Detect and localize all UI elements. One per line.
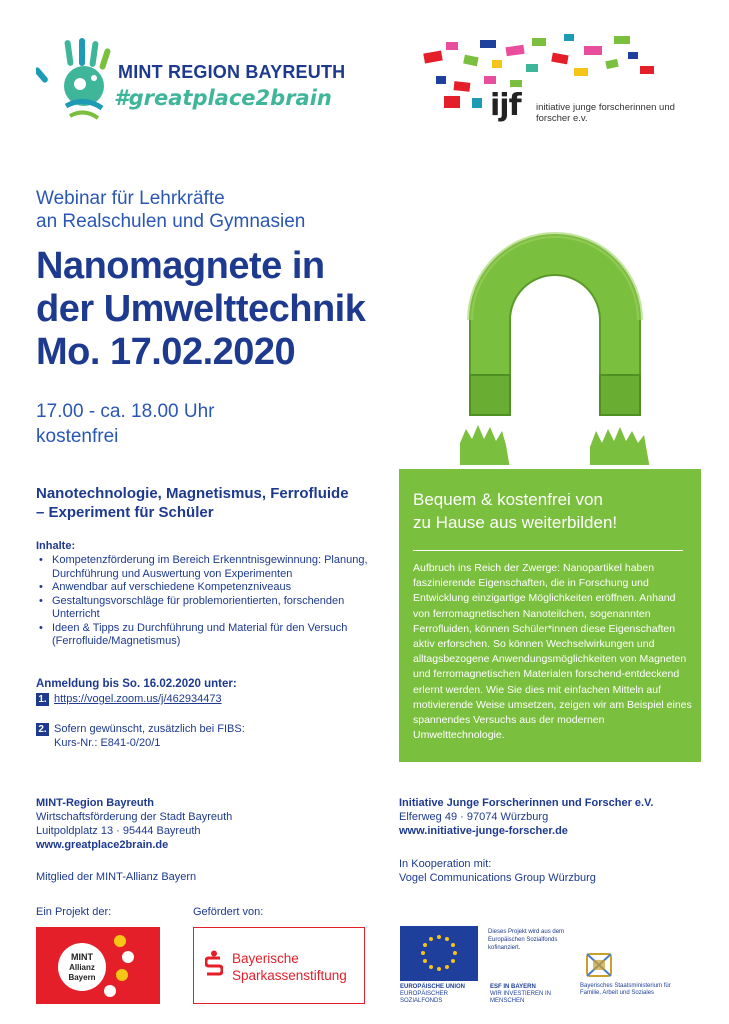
fibs-line: Sofern gewünscht, zusätzlich bei FIBS:	[54, 723, 245, 735]
mint-allianz-logo	[36, 927, 160, 1004]
subtitle-line-1: Nanotechnologie, Magnetismus, Ferrofluide	[36, 485, 349, 502]
projekt-label: Ein Projekt der:	[36, 906, 112, 918]
cost-label: kostenfrei	[36, 426, 119, 447]
ijf-wordmark: ijf	[490, 88, 521, 123]
ijf-subtitle: initiative junge forscherinnen und forscher e.v.	[536, 102, 675, 124]
event-time	[36, 399, 336, 449]
topic-subtitle	[36, 484, 386, 522]
ministry-line-1: Bayerisches Staatsministerium für	[580, 983, 671, 989]
eu-stars-icon	[400, 926, 478, 981]
esf-label-line-1: ESF IN BAYERN	[490, 984, 536, 990]
sparkassenstiftung-name	[232, 950, 347, 984]
webinar-line-2: an Realschulen und Gymnasien	[36, 211, 306, 232]
title-line-1: Nanomagnete in	[36, 245, 325, 287]
cooperation-label: In Kooperation mit:	[399, 858, 492, 870]
mint-tagline: #greatplace2brain	[114, 86, 332, 110]
mint-allianz-badge-icon	[36, 927, 160, 1004]
zoom-registration-link[interactable]: https://vogel.zoom.us/j/462934473	[54, 693, 222, 705]
step-number-badge: 2.	[36, 723, 49, 736]
ministry-line-2: Familie, Arbeit und Soziales	[580, 990, 655, 996]
ijf-address	[399, 796, 719, 838]
sparkasse-line-2: Sparkassenstiftung	[232, 968, 347, 983]
org-name: Initiative Junge Forscherinnen und Forscher e.V.	[399, 797, 654, 809]
esf-label-line-2: WIR INVESTIEREN IN MENSCHEN	[490, 991, 552, 1004]
subtitle-line-2: – Experiment für Schüler	[36, 504, 214, 521]
kurs-number: Kurs-Nr.: E841-0/20/1	[54, 737, 161, 749]
inhalte-list	[36, 554, 386, 649]
bavarian-ministry-label	[580, 983, 700, 997]
cooperation-org: Vogel Communications Group Würzburg	[399, 872, 596, 884]
title-date: Mo. 17.02.2020	[36, 331, 296, 373]
mint-allianz-text: Allianz	[69, 963, 95, 972]
cooperation-note	[399, 857, 719, 885]
headline-line-2: zu Hause aus weiterbilden!	[413, 513, 618, 532]
website-link[interactable]: www.initiative-junge-forscher.de	[399, 825, 568, 837]
gefoerdert-label: Gefördert von:	[193, 906, 264, 918]
esf-label	[490, 984, 570, 1005]
list-item: • Gestaltungsvorschläge für problemorientierten, forschenden Unterricht	[36, 595, 386, 622]
bavarian-crest-icon	[581, 950, 617, 980]
anmeldung-step-2	[36, 722, 245, 736]
webinar-line-1: Webinar für Lehrkräfte	[36, 188, 225, 209]
website-link[interactable]: www.greatplace2brain.de	[36, 839, 169, 851]
sparkasse-s-icon	[205, 950, 223, 976]
org-name: MINT-Region Bayreuth	[36, 797, 154, 809]
address-line: Luitpoldplatz 13 · 95444 Bayreuth	[36, 825, 201, 837]
title-line-2: der Umwelttechnik	[36, 288, 366, 330]
eu-label-line-2: EUROPÄISCHER SOZIALFONDS	[400, 991, 449, 1004]
mint-region-hand-logo	[36, 38, 366, 128]
mint-region-address	[36, 796, 366, 852]
info-box-headline	[413, 488, 693, 534]
headline-line-1: Bequem & kostenfrei von	[413, 490, 603, 509]
info-box-body: Aufbruch ins Reich der Zwerge: Nanopartikel haben faszinierende Eigenschaften, die in Forschung und Entwicklung einzigartige Möglichkeiten eröffnen. Anhand von ferromagnetischen Nanoteilchen, sogenannten Ferrofluiden, können Schüler*innen diese Eigenschaften aktiv erforschen. So können Wechselwirkungen und alltagsbezogene Anwendungsmöglichkeiten von Magneten und ferromagnetischen Materialen forschend-entdeckend erlernt werden. Wie Sie dies mit einfachen Mitteln auf motivierende Weise umsetzen, zeigen wir am Beispiel eines spannendes Versuchs aus der modernen Umwelttechnologie.	[413, 562, 692, 742]
list-item: • Ideen & Tipps zu Durchführung und Material für den Versuch (Ferrofluide/Magnetismus)	[36, 622, 386, 649]
page-title	[36, 245, 396, 374]
divider	[413, 550, 683, 551]
sparkasse-line-1: Bayerische	[232, 951, 299, 966]
time-range: 17.00 - ca. 18.00 Uhr	[36, 401, 215, 422]
step-number-badge: 1.	[36, 693, 49, 706]
anmeldung-step-1	[36, 693, 222, 706]
eu-label	[400, 984, 490, 1005]
mint-allianz-text: Bayern	[68, 973, 96, 982]
mint-allianz-text: MINT	[71, 952, 93, 962]
webinar-audience	[36, 187, 376, 233]
eu-flag-icon	[400, 926, 478, 981]
eu-funding-note: Dieses Projekt wird aus dem Europäischen Sozialfonds kofinanziert.	[488, 929, 565, 951]
anmeldung-heading: Anmeldung bis So. 16.02.2020 unter:	[36, 678, 237, 690]
inhalte-heading: Inhalte:	[36, 540, 76, 552]
address-line: Wirtschaftsförderung der Stadt Bayreuth	[36, 811, 233, 823]
horseshoe-magnet-illustration	[440, 225, 670, 465]
list-item: • Kompetenzförderung im Bereich Erkenntnisgewinnung: Planung, Durchführung und Auswertung von Experimenten	[36, 554, 386, 581]
membership-note: Mitglied der MINT-Allianz Bayern	[36, 871, 197, 883]
address-line: Elferweg 49 · 97074 Würzburg	[399, 811, 549, 823]
mint-region-title: MINT REGION BAYREUTH	[118, 62, 346, 82]
eu-label-line-1: EUROPÄISCHE UNION	[400, 984, 466, 990]
list-item: • Anwendbar auf verschiedene Kompetenzniveaus	[36, 581, 386, 595]
